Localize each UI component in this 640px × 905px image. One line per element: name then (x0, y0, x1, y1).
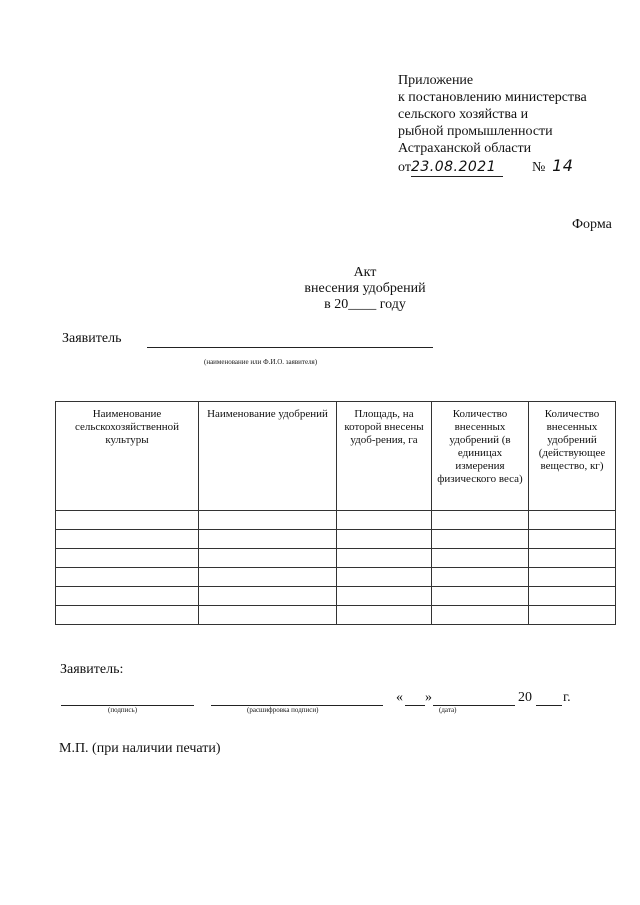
appendix-line: Астраханской области (398, 141, 532, 156)
table-cell[interactable] (432, 606, 529, 625)
table-cell[interactable] (199, 511, 337, 530)
header-quantity-active: Количество внесенных удобрений (действующее вещество, кг) (529, 402, 616, 511)
table-row (56, 549, 616, 568)
table-cell[interactable] (529, 568, 616, 587)
title-line-1: Акт (353, 265, 377, 280)
applicant-field-line (147, 347, 433, 348)
header-crop: Наименование сельскохозяйственной культуры (56, 402, 199, 511)
number-label: № (531, 160, 546, 175)
table-cell[interactable] (529, 530, 616, 549)
table-cell[interactable] (199, 606, 337, 625)
table-cell[interactable] (56, 511, 199, 530)
table-cell[interactable] (432, 549, 529, 568)
table-cell[interactable] (337, 587, 432, 606)
applicant-hint: (наименование или Ф.И.О. заявителя) (204, 358, 318, 366)
table-cell[interactable] (529, 606, 616, 625)
appendix-date-line (398, 157, 587, 177)
year-suffix: г. (563, 690, 571, 705)
table-row (56, 606, 616, 625)
table-cell[interactable] (199, 530, 337, 549)
signature-label: Заявитель: (60, 662, 124, 677)
year-line (536, 705, 562, 706)
table-cell[interactable] (432, 587, 529, 606)
header-quantity-physical: Количество внесенных удобрений (в единицах измерения физического веса) (432, 402, 529, 511)
quote-close: » (425, 690, 432, 705)
title-line-3: в 20____ году (324, 297, 406, 312)
table-cell[interactable] (529, 587, 616, 606)
date-value: 23.08.2021 (411, 159, 503, 177)
date-prefix: от (398, 160, 411, 175)
table-row (56, 568, 616, 587)
decode-hint: (расшифровка подписи) (247, 706, 319, 714)
seal-note: М.П. (при наличии печати) (59, 741, 221, 756)
table-cell[interactable] (432, 511, 529, 530)
table-cell[interactable] (337, 606, 432, 625)
table-row (56, 530, 616, 549)
date-hint: (дата) (439, 706, 457, 714)
table-cell[interactable] (337, 549, 432, 568)
table-cell[interactable] (337, 530, 432, 549)
day-line (405, 705, 425, 706)
table-cell[interactable] (56, 568, 199, 587)
table-cell[interactable] (529, 511, 616, 530)
table-cell[interactable] (56, 587, 199, 606)
table-cell[interactable] (56, 549, 199, 568)
title-line-2: внесения удобрений (304, 281, 426, 296)
applicant-label: Заявитель (62, 331, 122, 346)
table-cell[interactable] (432, 568, 529, 587)
appendix-line: к постановлению министерства (398, 90, 587, 105)
document-title (0, 265, 640, 313)
header-fertilizer: Наименование удобрений (199, 402, 337, 511)
quote-open: « (396, 690, 403, 705)
appendix-line: Приложение (398, 73, 474, 88)
table-row (56, 587, 616, 606)
table-cell[interactable] (337, 568, 432, 587)
table-cell[interactable] (56, 530, 199, 549)
form-label: Форма (572, 217, 612, 232)
table-cell[interactable] (529, 549, 616, 568)
fertilizer-table (55, 401, 616, 625)
number-value: 14 (552, 156, 574, 175)
appendix-block (398, 72, 587, 177)
year-prefix: 20 (518, 690, 532, 705)
appendix-line: сельского хозяйства и (398, 107, 529, 122)
appendix-line: рыбной промышленности (398, 124, 553, 139)
signature-hint: (подпись) (108, 706, 138, 714)
header-area: Площадь, на которой внесены удоб-рения, га (337, 402, 432, 511)
table-cell[interactable] (199, 587, 337, 606)
table-row (56, 511, 616, 530)
table-cell[interactable] (432, 530, 529, 549)
table-cell[interactable] (337, 511, 432, 530)
table-cell[interactable] (56, 606, 199, 625)
table-cell[interactable] (199, 549, 337, 568)
table-header-row (56, 402, 616, 511)
table-cell[interactable] (199, 568, 337, 587)
